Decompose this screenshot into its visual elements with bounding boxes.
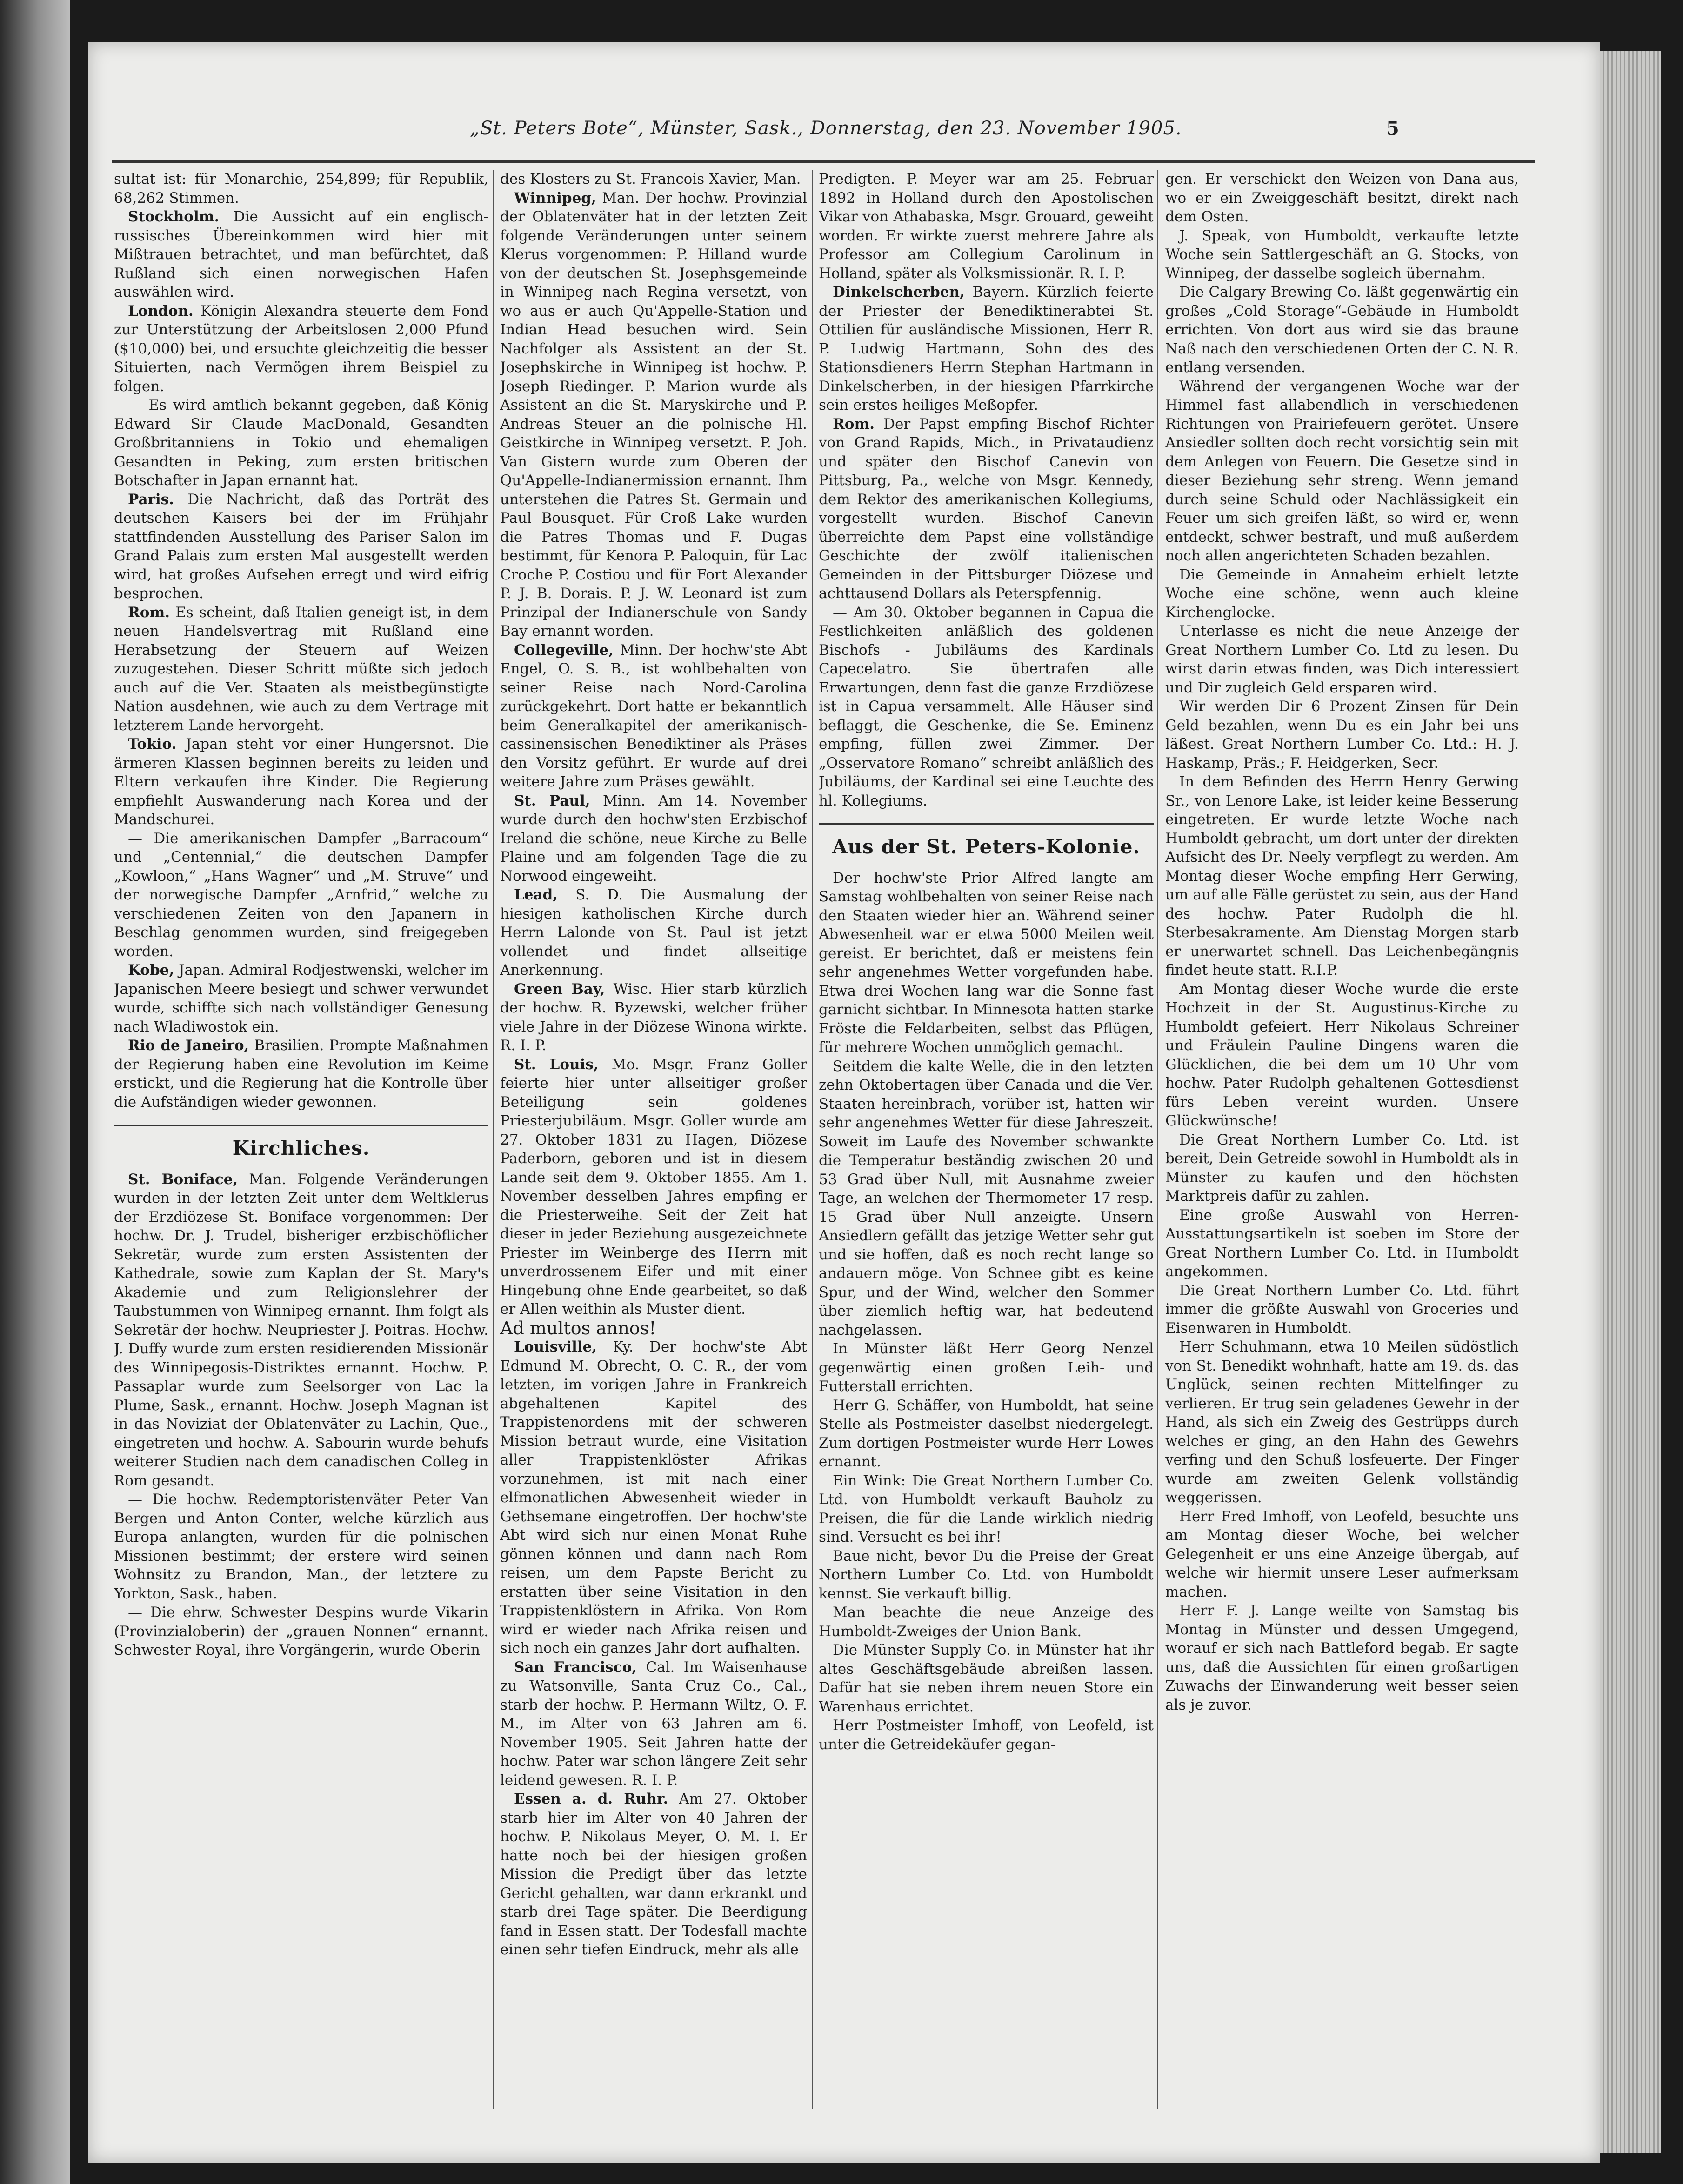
page-stack-edge [1600,51,1661,2153]
article-paragraph: Die Great Northern Lumber Co. Ltd. führt immer die größte Auswahl von Groceries und Eisenwaren in Humboldt. [1165,1282,1519,1337]
column-divider [1157,170,1158,2109]
article-paragraph: In dem Befinden des Herrn Henry Gerwing Sr., von Lenore Lake, ist leider keine Besserung eingetreten. Er wurde letzte Woche nach Humboldt gebracht, um dort unter der direkten Aufsicht des Dr. Neely verpflegt zu werden. Am Montag dieser Woche empfing Herr Gerwing, um auf alle Fälle gerüstet zu sein, aus der Hand des hochw. Pater Rudolph die hl. Sterbesakramente. Am Dienstag Morgen starb er unerwartet schnell. Das Leichenbegängnis findet heute statt. R.I.P. [1165,773,1519,979]
article-paragraph: J. Speak, von Humboldt, verkaufte letzte Woche sein Sattlergeschäft an G. Stocks, von Winnipeg, der dasselbe sogleich übernahm. [1165,227,1519,282]
article-paragraph: Herr Schuhmann, etwa 10 Meilen südöstlich von St. Benedikt wohnhaft, hatte am 19. ds. das Unglück, seinen rechten Mittelfinger zu verlieren. Er trug sein geladenes Gewehr in der Hand, als sich ein Zweig des Gestrüpps durch welches er ging, an den Hahn des Gewehrs verfing und den Schuß losfeuerte. Der Finger wurde am zweiten Gelenk vollständig weggerissen. [1165,1338,1519,1506]
article-paragraph: St. Paul, Minn. Am 14. November wurde durch den hochw'sten Erzbischof Ireland die schöne, neue Kirche zu Belle Plaine und am folgenden Tage die zu Norwood eingeweiht. [500,792,807,885]
dateline: Rio de Janeiro, [128,1037,249,1054]
article-paragraph: gen. Er verschickt den Weizen von Dana aus, wo er ein Zweiggeschäft besitzt, direkt nach dem Osten. [1165,171,1519,225]
ad-multos-annos: Ad multos annos! [500,1318,656,1338]
section-title: Kirchliches. [232,1137,370,1159]
column-2 [500,170,807,2123]
dateline: San Francisco, [514,1658,637,1676]
article-paragraph: Während der vergangenen Woche war der Himmel fast allabendlich in verschiedenen Richtungen von Prairiefeuern gerötet. Unsere Ansiedler sollten doch recht vorsichtig sein mit dem Anlegen von Feuern. Die Gesetze sind in dieser Beziehung sehr streng. Wenn jemand durch seine Schuld oder Nachlässigkeit ein Feuer um sich greifen läßt, so wird er, wenn entdeckt, schwer bestraft, und muß außerdem noch allen angerichteten Schaden bezahlen. [1165,378,1519,564]
article-paragraph: Stockholm. Die Aussicht auf ein englisch-russisches Übereinkommen wird hier mit Mißtrauen betrachtet, und man befürchtet, daß Rußland sich einen norwegischen Hafen auswählen wird. [114,208,488,300]
column-divider [812,170,813,2109]
article-paragraph: Am Montag dieser Woche wurde die erste Hochzeit in der St. Augustinus-Kirche zu Humboldt gefeiert. Herr Nikolaus Schreiner und Fräulein Pauline Dingens waren die Glücklichen, die bei dem um 10 Uhr vom hochw. Pater Rudolph gehaltenen Gottesdienst fürs Leben vereint wurden. Unsere Glückwünsche! [1165,980,1519,1129]
article-paragraph: Die Gemeinde in Annaheim erhielt letzte Woche eine schöne, wenn auch kleine Kirchenglocke. [1165,566,1519,621]
column-1 [114,170,488,2123]
article-paragraph: St. Boniface, Man. Folgende Veränderungen wurden in der letzten Zeit unter dem Weltklerus der Erzdiözese St. Boniface vorgenommen: Der hochw. Dr. J. Trudel, bisheriger erzbischöflicher Sekretär, wurde zum ersten Assistenten der Kathedrale, sowie zum Kaplan der St. Mary's Akademie und zum Religionslehrer der Taubstummen von Winnipeg ernannt. Ihm folgt als Sekretär der hochw. Neupriester J. Poitras. Hochw. J. Duffy wurde zum ersten residierenden Missionär des Winnipegosis-Distriktes ernannt. Hochw. P. Passaplar wurde zum Seelsorger von Lac la Plume, Sask., ernannt. Hochw. Joseph Magnan ist in das Noviziat der Oblatenväter zu Lachin, Que., eingetreten und hochw. A. Sabourin wurde behufs weiterer Studien nach dem canadischen Colleg in Rom gesandt. [114,1171,488,1489]
article-paragraph: Rom. Der Papst empfing Bischof Richter von Grand Rapids, Mich., in Privataudienz und später den Bischof Canevin von Pittsburg, Pa., welche von Msgr. Kennedy, dem Rektor des amerikanischen Kollegiums, vorgestellt wurden. Bischof Canevin überreichte dem Papst eine vollständige Geschichte der zwölf italienischen Gemeinden in der Pittsburger Diözese und achttausend Dollars als Peterspfennig. [819,415,1154,602]
article-paragraph: Green Bay, Wisc. Hier starb kürzlich der hochw. R. Byzewski, welcher früher viele Jahre in der Diözese Winona wirkte. R. I. P. [500,980,807,1054]
article-paragraph: — Am 30. Oktober begannen in Capua die Festlichkeiten anläßlich des goldenen Bischofs - Jubiläums des Kardinals Capecelatro. Sie übertrafen alle Erwartungen, denn fast die ganze Erzdiözese ist in Capua versammelt. Alle Häuser sind beflaggt, die Geschenke, die Se. Eminenz empfing, füllen zwei Zimmer. Der „Osservatore Romano“ schreibt anläßlich des Jubiläums, der Kardinal sei eine Leuchte des hl. Kollegiums. [819,604,1154,809]
article-paragraph: Tokio. Japan steht vor einer Hungersnot. Die ärmeren Klassen beginnen bereits zu leiden und Eltern verkaufen ihre Kinder. Die Regierung empfiehlt Auswanderung nach Korea und der Mandschurei. [114,736,488,828]
dateline: London. [128,302,194,320]
article-paragraph: Winnipeg, Man. Der hochw. Provinzial der Oblatenväter hat in der letzten Zeit folgende Veränderungen unter seinem Klerus vorgenommen: P. Hilland wurde von der deutschen St. Josephsgemeinde in Winnipeg nach Regina versetzt, von wo aus er auch Qu'Appelle-Station und Indian Head besuchen wird. Sein Nachfolger als Assistent an der St. Josephskirche in Winnipeg ist hochw. P. Joseph Riedinger. P. Marion wurde als Assistent an die St. Maryskirche und P. Andreas Steuer an die polnische Hl. Geistkirche in Winnipeg versetzt. P. Joh. Van Gistern wurde zum Oberen der Qu'Appelle-Indianermission ernannt. Ihm unterstehen die Patres St. Germain und Paul Bousquet. Für Croß Lake wurden die Patres Thomas und F. Dugas bestimmt, für Kenora P. Paloquin, für Lac Croche P. Costiou und für Fort Alexander P. J. B. Dorais. P. J. W. Leonard ist zum Prinzipal der Indianerschule von Sandy Bay ernannt worden. [500,189,807,639]
article-paragraph: Paris. Die Nachricht, daß das Porträt des deutschen Kaisers bei der im Frühjahr stattfindenden Ausstellung des Pariser Salon im Grand Palais zum ersten Mal ausgestellt werden wird, hat großes Aufsehen erregt und wird eifrig besprochen. [114,491,488,602]
dateline: Green Bay, [514,980,605,998]
article-paragraph: Herr Fred Imhoff, von Leofeld, besuchte uns am Montag dieser Woche, bei welcher Gelegenheit er uns eine Anzeige übergab, auf welche wir hiermit unsere Leser aufmerksam machen. [1165,1508,1519,1600]
dateline: Tokio. [128,736,177,752]
article-paragraph: Die Münster Supply Co. in Münster hat ihr altes Geschäftsgebäude abreißen lassen. Dafür hat sie neben ihrem neuen Store ein Warenhaus errichtet. [819,1642,1154,1715]
facing-page-edge [0,0,70,2184]
article-paragraph: Kobe, Japan. Admiral Rodjestwenski, welcher im Japanischen Meere besiegt und schwer verwundet wurde, schiffte sich nach vollständiger Genesung nach Wladiwostok ein. [114,962,488,1035]
dateline: Rom. [833,415,875,433]
page-number: 5 [1386,118,1399,140]
article-paragraph: Collegeville, Minn. Der hochw'ste Abt Engel, O. S. B., ist wohlbehalten von seiner Reise nach Nord-Carolina zurückgekehrt. Dort hatte er bekanntlich beim Generalkapitel der amerikanisch-cassinensischen Benediktiner als Präses den Vorsitz geführt. Er wurde auf drei weitere Jahre zum Präses gewählt. [500,641,807,790]
article-paragraph: — Es wird amtlich bekannt gegeben, daß König Edward Sir Claude MacDonald, Gesandten Großbritanniens in Tokio und ehemaligen Gesandten in Peking, zum ersten britischen Botschafter in Japan ernannt hat. [114,397,488,489]
article-paragraph: Rom. Es scheint, daß Italien geneigt ist, in dem neuen Handelsvertrag mit Rußland eine Herabsetzung der Steuern auf Weizen zuzugestehen. Dieser Schritt müßte sich jedoch auch auf die Ver. Staaten als meistbegünstigte Nation ausdehnen, wie auch zu dem Vertrage mit letzterem Lande hervorgeht. [114,604,488,734]
article-paragraph: Der hochw'ste Prior Alfred langte am Samstag wohlbehalten von seiner Reise nach den Staaten wieder hier an. Während seiner Abwesenheit war er etwa 5000 Meilen weit gereist. Er berichtet, daß er meistens fein sehr angenehmes Wetter vorgefunden habe. Etwa drei Wochen lang war die Sonne fast garnicht sichtbar. In Minnesota hatten starke Fröste die Feldarbeiten, selbst das Pflügen, für mehrere Wochen unmöglich gemacht. [819,869,1154,1056]
article-paragraph: Rio de Janeiro, Brasilien. Prompte Maßnahmen der Regierung haben eine Revolution im Keime erstickt, und die Regierung hat die Kontrolle über die Aufständigen wieder gewonnen. [114,1037,488,1111]
dateline: Paris. [128,491,174,508]
article-paragraph: In Münster läßt Herr Georg Nenzel gegenwärtig einen großen Leih- und Futterstall errichten. [819,1340,1154,1395]
article-paragraph: London. Königin Alexandra steuerte dem Fond zur Unterstützung der Arbeitslosen 2,000 Pfund ($10,000) bei, und ersuchte gleichzeitig die besser Situierten, nach Vermögen ihrem Beispiel zu folgen. [114,302,488,395]
article-paragraph: St. Louis, Mo. Msgr. Franz Goller feierte hier unter allseitiger großer Beteiligung sein goldenes Priesterjubiläum. Msgr. Goller wurde am 27. Oktober 1831 zu Hagen, Diözese Paderborn, geboren und ist in diesem Lande seit dem 9. Oktober 1855. Am 1. November desselben Jahres empfing er die Priesterweihe. Seit der Zeit hat dieser in jeder Beziehung ausgezeichnete Priester im Weinberge des Herrn mit unverdrossenem Eifer und mit einer Hingebung ohne Ende gearbeitet, so daß er Allen weithin als Muster dient. [500,1056,807,1318]
article-paragraph: Die Calgary Brewing Co. läßt gegenwärtig ein großes „Cold Storage“-Gebäude in Humboldt errichten. Von dort aus wird sie das braune Naß nach den verschiedenen Orten der C. N. R. entlang versenden. [1165,284,1519,376]
article-paragraph: — Die amerikanischen Dampfer „Barracoum“ und „Centennial,“ die deutschen Dampfer „Kowloon,“ „Hans Wagner“ und „M. Struve“ und der norwegische Dampfer „Arnfrid,“ welche zu verschiedenen Zeiten von den Japanern in Beschlag genommen wurden, sind freigegeben worden. [114,830,488,960]
page-header [112,114,1535,146]
article-paragraph: Baue nicht, bevor Du die Preise der Great Northern Lumber Co. Ltd. von Humboldt kennst. Sie verkauft billig. [819,1547,1154,1602]
header-rule [112,160,1535,163]
article-paragraph: Unterlasse es nicht die neue Anzeige der Great Northern Lumber Co. Ltd zu lesen. Du wirst darin etwas finden, was Dich interessiert und Dir zugleich Geld ersparen wird. [1165,623,1519,696]
dateline: St. Boniface, [128,1171,238,1188]
article-paragraph: San Francisco, Cal. Im Waisenhause zu Watsonville, Santa Cruz Co., Cal., starb der hochw. P. Hermann Wiltz, O. F. M., im Alter von 63 Jahren am 6. November 1905. Seit Jahren hatte der hochw. Pater war schon längere Zeit sehr leidend gewesen. R. I. P. [500,1658,807,1789]
article-paragraph: Ein Wink: Die Great Northern Lumber Co. Ltd. von Humboldt verkauft Bauholz zu Preisen, die für die Lande wirklich niedrig sind. Versucht es bei ihr! [819,1472,1154,1545]
article-paragraph: Essen a. d. Ruhr. Am 27. Oktober starb hier im Alter von 40 Jahren der hochw. P. Nikolaus Meyer, O. M. I. Er hatte noch bei der hiesigen großen Mission die Predigt über das letzte Gericht gehalten, war dann erkrankt und starb drei Tage später. Die Beerdigung fand in Essen statt. Der Todesfall machte einen sehr tiefen Eindruck, mehr als alle [500,1791,807,1958]
article-paragraph: Lead, S. D. Die Ausmalung der hiesigen katholischen Kirche durch Herrn Lalonde von St. Paul ist jetzt vollendet und findet allseitige Anerkennung. [500,886,807,979]
article-paragraph: des Klosters zu St. Francois Xavier, Man. [500,171,801,187]
article-paragraph: Predigten. P. Meyer war am 25. Februar 1892 in Holland durch den Apostolischen Vikar von Athabaska, Msgr. Grouard, geweiht worden. Er wirkte zuerst mehrere Jahre als Professor am Collegium Carolinum in Holland, später als Volksmissionär. R. I. P. [819,171,1154,282]
section-rule [114,1125,488,1126]
dateline: Lead, [514,886,558,903]
article-paragraph: Herr F. J. Lange weilte von Samstag bis Montag in Münster und dessen Umgegend, worauf er sich nach Battleford begab. Er sagte uns, daß die Aussichten für einen großartigen Zuwachs der Einwanderung weit besser seien als je zuvor. [1165,1602,1519,1713]
article-paragraph: Seitdem die kalte Welle, die in den letzten zehn Oktobertagen über Canada und die Ver. Staaten hereinbrach, vorüber ist, hatten wir sehr angenehmes Wetter für diese Jahreszeit. Soweit im Laufe des November schwankte die Temperatur beständig zwischen 20 und 53 Grad über Null, mit Ausnahme zweier Tage, an welchen der Thermometer 17 resp. 15 Grad über Null anzeigte. Unsern Ansiedlern gefällt das jetzige Wetter sehr gut und sie hoffen, daß es noch recht lange so andauern möge. Von Schnee gibt es keine Spur, und der Wind, welcher den Sommer über ziemlich heftig war, hat bedeutend nachgelassen. [819,1058,1154,1338]
section-rule [819,823,1154,825]
article-paragraph: — Die hochw. Redemptoristenväter Peter Van Bergen und Anton Conter, welche kürzlich aus Europa anlangten, wurden für die polnischen Missionen bestimmt; der erstere wird seinen Wohnsitz zu Brandon, Man., der letztere zu Yorkton, Sask., haben. [114,1491,488,1602]
article-paragraph: sultat ist: für Monarchie, 254,899; für Republik, 68,262 Stimmen. [114,171,488,206]
dateline: Stockholm. [128,208,220,225]
dateline: Winnipeg, [514,189,596,206]
section-title: Aus der St. Peters-Kolonie. [832,835,1141,858]
article-paragraph: Man beachte die neue Anzeige des Humboldt-Zweiges der Union Bank. [819,1604,1154,1640]
dateline: St. Paul, [514,792,590,809]
article-paragraph: Die Great Northern Lumber Co. Ltd. ist bereit, Dein Getreide sowohl in Humboldt als in Münster zu kaufen und den höchsten Marktpreis dafür zu zahlen. [1165,1131,1519,1205]
dateline: Louisville, [514,1338,597,1355]
article-paragraph: Dinkelscherben, Bayern. Kürzlich feierte der Priester der Benediktinerabtei St. Ottilien für ausländische Missionen, Herr R. P. Ludwig Hartmann, Sohn des des Stationsdieners Herrn Stephan Hartmann in Dinkelscherben, in der hiesigen Pfarrkirche sein erstes heiliges Meßopfer. [819,284,1154,413]
dateline: Essen a. d. Ruhr. [514,1791,668,1807]
dateline: Collegeville, [514,641,614,659]
article-paragraph: — Die ehrw. Schwester Despins wurde Vikarin (Provinzialoberin) der „grauen Nonnen“ ernannt. Schwester Royal, ihre Vorgängerin, wurde Oberin [114,1604,488,1658]
article-paragraph: Herr Postmeister Imhoff, von Leofeld, ist unter die Getreidekäufer gegan- [819,1717,1154,1753]
dateline: Dinkelscherben, [833,284,965,300]
column-divider [493,170,494,2109]
dateline: Kobe, [128,962,174,979]
header-title: „St. Peters Bote“, Münster, Sask., Donnerstag, den 23. November 1905. [470,118,1182,139]
article-paragraph: Herr G. Schäffer, von Humboldt, hat seine Stelle als Postmeister daselbst niedergelegt. Zum dortigen Postmeister wurde Herr Lowes ernannt. [819,1397,1154,1470]
article-paragraph: Louisville, Ky. Der hochw'ste Abt Edmund M. Obrecht, O. C. R., der vom letzten, im vorigen Jahre in Frankreich abgehaltenen Kapitel des Trappistenordens mit der schweren Mission betraut wurde, eine Visitation aller Trappistenklöster Afrikas vorzunehmen, ist mit nach einer elfmonatlichen Abwesenheit wieder in Gethsemane eingetroffen. Der hochw'ste Abt wird sich nur einen Monat Ruhe gönnen können und dann nach Rom reisen, um dem Papste Bericht zu erstatten über seine Visitation in den Trappistenklöstern in Afrika. Von Rom wird er wieder nach Afrika reisen und sich noch ein ganzes Jahr dort aufhalten. [500,1338,807,1657]
dateline: St. Louis, [514,1056,599,1073]
column-4 [1165,170,1519,2123]
article-paragraph: Eine große Auswahl von Herren-Ausstattungsartikeln ist soeben im Store der Great Northern Lumber Co. Ltd. in Humboldt angekommen. [1165,1206,1519,1280]
column-3 [819,170,1154,2123]
article-paragraph: Wir werden Dir 6 Prozent Zinsen für Dein Geld bezahlen, wenn Du es ein Jahr bei uns läßest. Great Northern Lumber Co. Ltd.: H. J. Haskamp, Präs.; F. Heidgerken, Secr. [1165,698,1519,772]
dateline: Rom. [128,604,170,621]
